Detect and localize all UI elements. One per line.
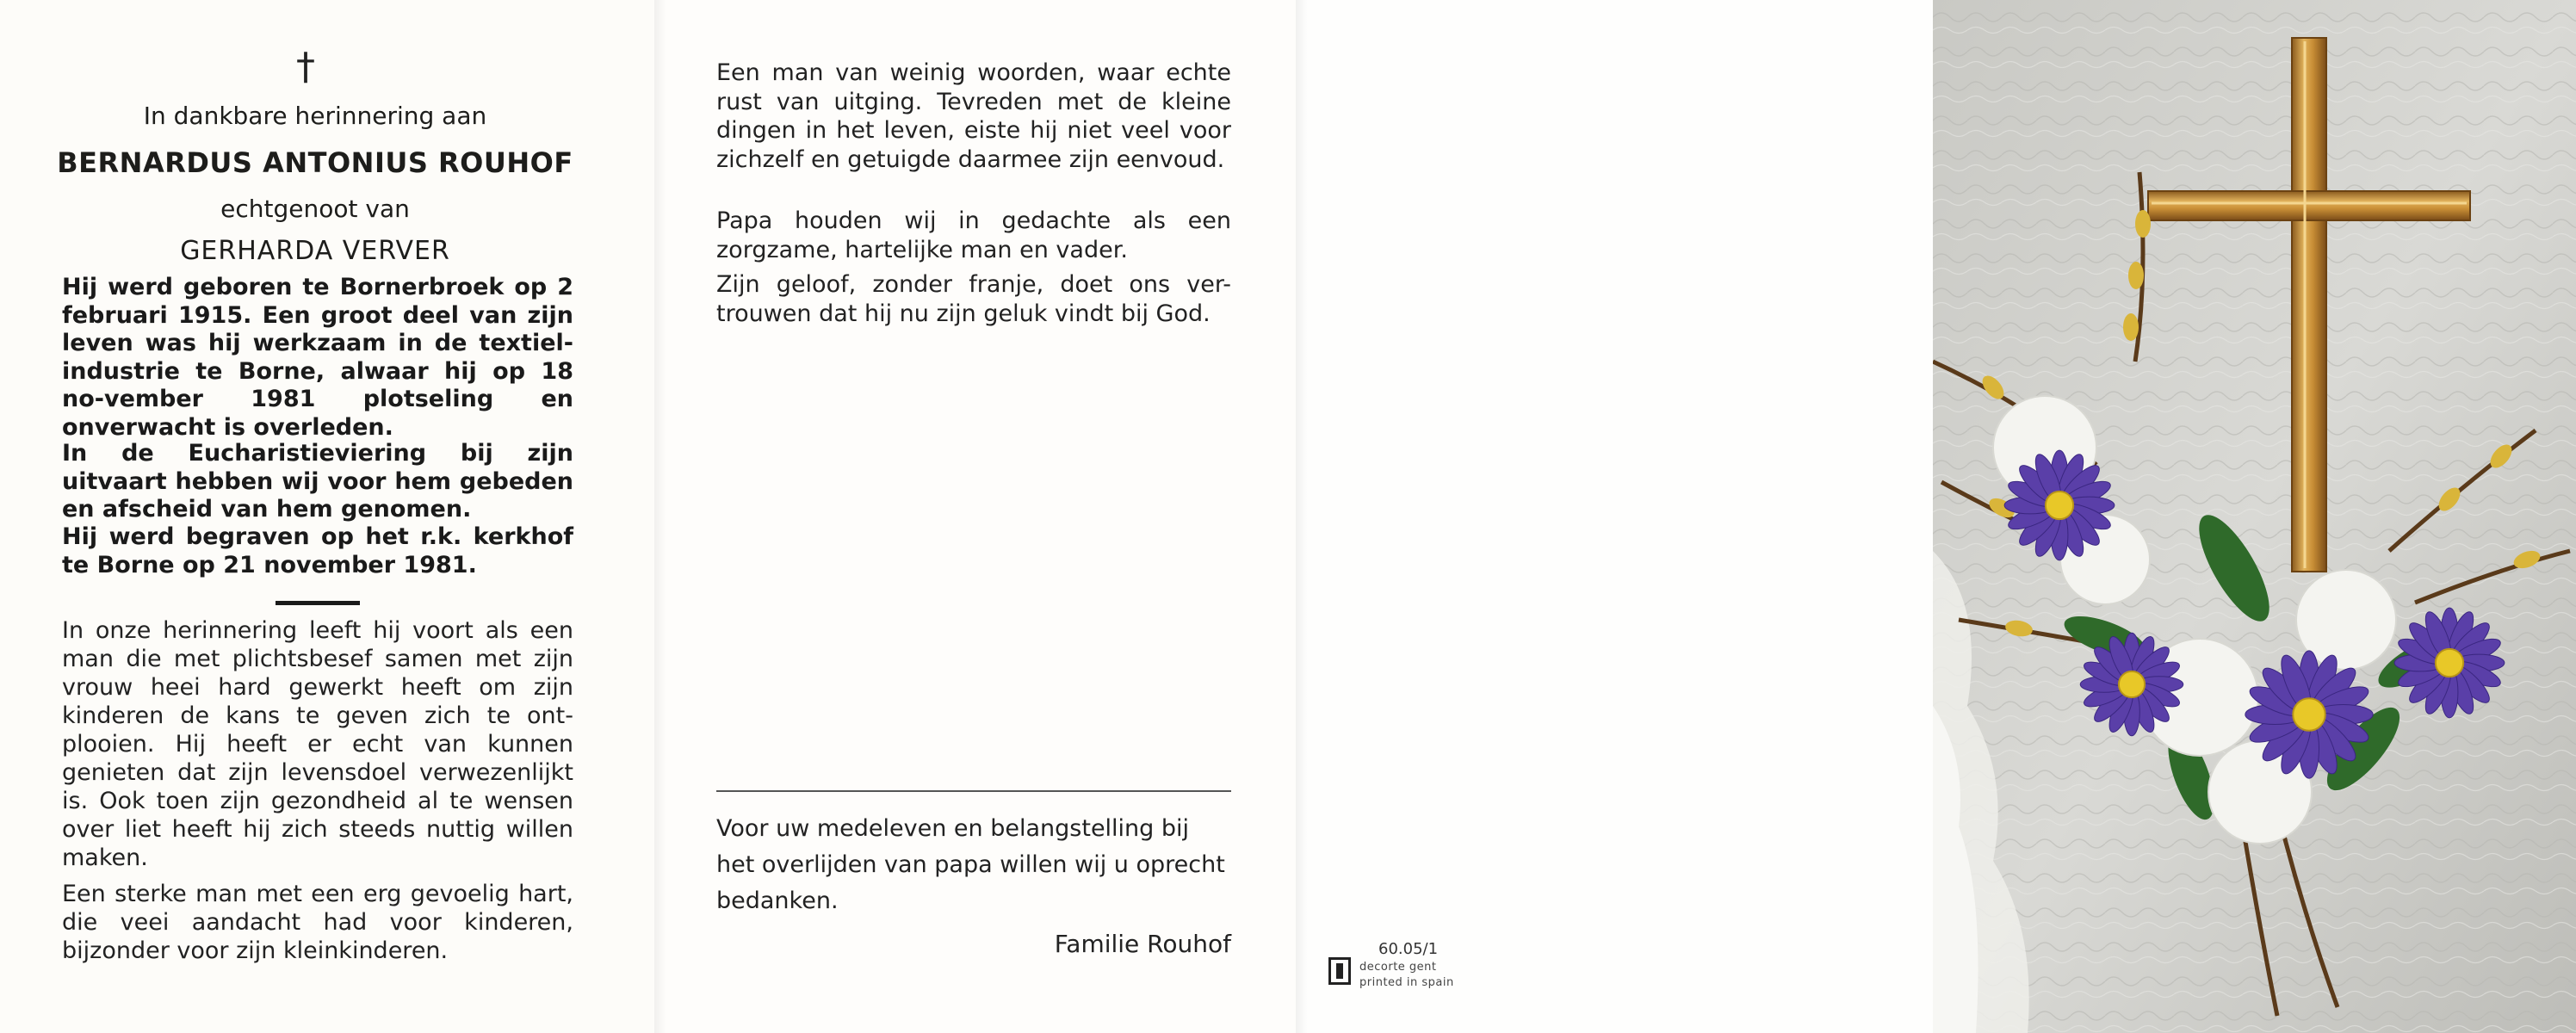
dedication-intro: In dankbare herinnering aan bbox=[143, 102, 487, 130]
section-divider bbox=[276, 601, 360, 605]
printer-origin: printed in spain bbox=[1359, 976, 1454, 989]
cross-icon: † bbox=[296, 45, 315, 89]
printer-logo-icon bbox=[1328, 957, 1351, 985]
daisy-flower bbox=[2080, 633, 2183, 735]
card-panel-inner-text bbox=[654, 0, 1296, 1033]
daisy-flower bbox=[2245, 651, 2373, 778]
printer-name: decorte gent bbox=[1359, 961, 1437, 974]
cross-flowers-image bbox=[1933, 0, 2576, 1033]
biography-paragraph: Hij werd geboren te Bornerbroek op 2 februari 1915. Een groot deel van zijn leven was hij werkzaam in de textiel-industrie te Borne, alwaar hij op 18 no-vember 1981 plotseling en onverwacht is overleden. bbox=[62, 274, 573, 441]
memory-paragraph: Een sterke man met een erg gevoelig hart, die veei aandacht had voor kinderen, bijzonder voor zijn kleinkinderen. bbox=[62, 881, 573, 964]
fold-shadow bbox=[1296, 0, 1308, 1033]
thanks-divider bbox=[716, 790, 1231, 792]
daisy-flower bbox=[2394, 608, 2505, 718]
card-panel-front-text bbox=[0, 0, 654, 1033]
family-signature: Familie Rouhof bbox=[1054, 930, 1231, 958]
tribute-paragraph: Een man van weinig woorden, waar echte rust van uitging. Tevreden met de kleine dingen in het leven, eiste hij niet veel voor zichzelf en getuigde daarmee zijn eenvoud. bbox=[716, 59, 1231, 173]
daisy-flower bbox=[2004, 450, 2115, 560]
deceased-name: BERNARDUS ANTONIUS ROUHOF bbox=[57, 146, 573, 179]
fold-shadow bbox=[654, 0, 666, 1033]
card-panel-picture bbox=[1933, 0, 2576, 1033]
tribute-paragraph: Papa houden wij in gedachte als een zorgzame, hartelijke man en vader. bbox=[716, 207, 1231, 263]
memory-paragraph: In onze herinnering leeft hij voort als een man die met plichtsbesef samen met zijn vrouw heei hard gewerkt heeft om zijn kinderen de kans te geven zich te ont-plooien. Hij heeft er echt van kunnen genieten dat zijn levensdoel verwezenlijkt is. Ook toen zijn gezondheid al te wensen over liet heeft hij zich steeds nuttig willen maken. bbox=[62, 617, 573, 871]
printer-code: 60.05/1 bbox=[1378, 940, 1439, 958]
spouse-label: echtgenoot van bbox=[220, 195, 410, 223]
tribute-paragraph: Zijn geloof, zonder franje, doet ons ver-trouwen dat hij nu zijn geluk vindt bij God. bbox=[716, 271, 1231, 327]
card-panel-back-blank bbox=[1296, 0, 1933, 1033]
biography-paragraph: In de Eucharistieviering bij zijn uitvaart hebben wij voor hem gebeden en afscheid van hem genomen. bbox=[62, 440, 573, 523]
spouse-name: GERHARDA VERVER bbox=[180, 236, 450, 266]
biography-paragraph: Hij werd begraven op het r.k. kerkhof te Borne op 21 november 1981. bbox=[62, 523, 573, 578]
thanks-text: Voor uw medeleven en belangstelling bij het overlijden van papa willen wij u oprecht bedanken. bbox=[716, 815, 1225, 914]
